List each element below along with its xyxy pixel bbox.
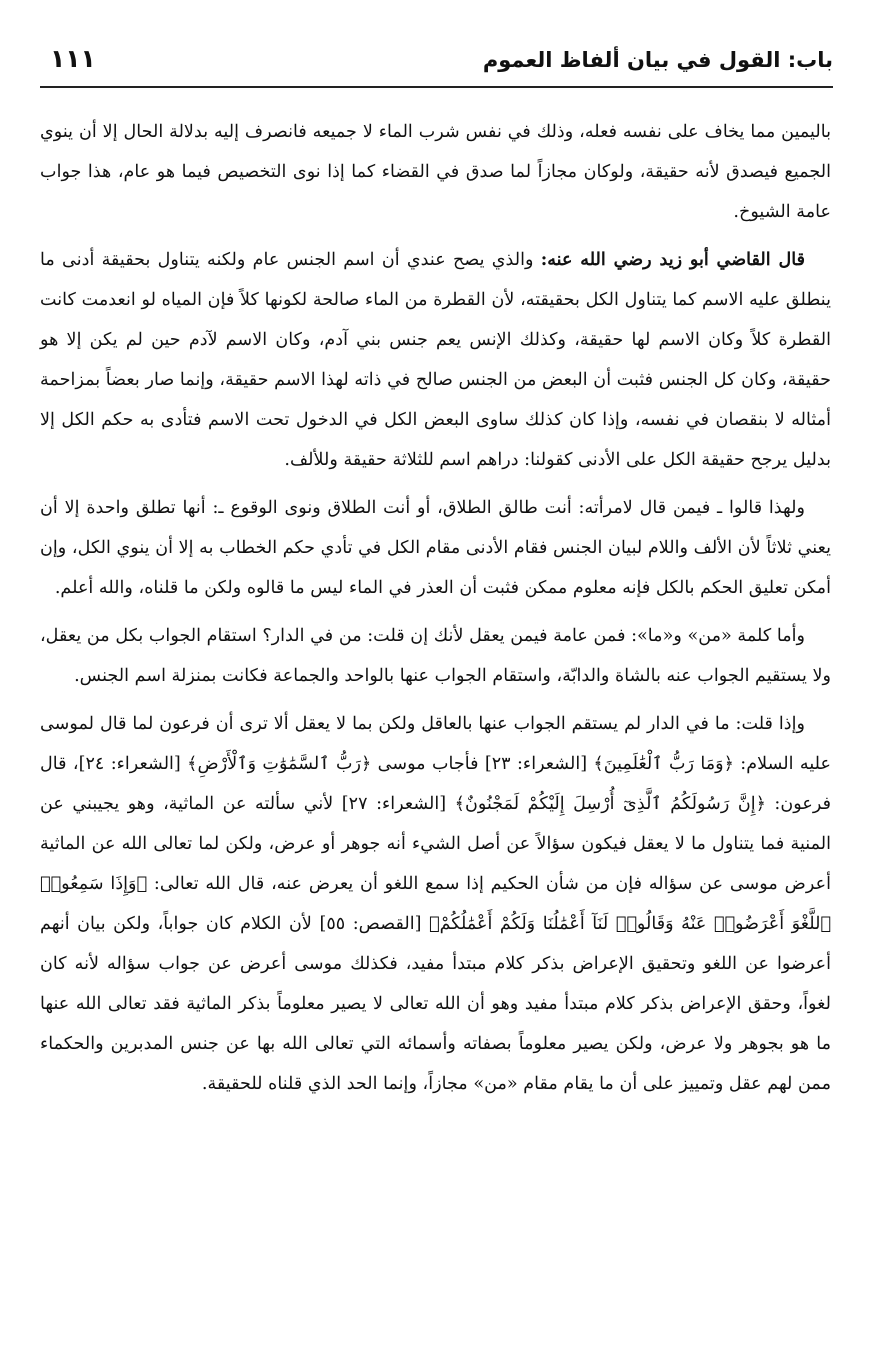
paragraph-text: باليمين مما يخاف على نفسه فعله، وذلك في نفس شرب الماء لا جميعه فانصرف إليه بدلالة الحال إلا أن ينوي الجميع فيصدق لأنه حقيقة، ولوكان مجازاً لما صدق في القضاء كما إذا نوى التخصيص فيما هو عام، هذا جواب عامة الشيوخ. [40, 122, 831, 222]
paragraph [40, 240, 831, 480]
page-number: ١١١ [50, 44, 96, 73]
paragraph [40, 704, 831, 1104]
paragraph-text: والذي يصح عندي أن اسم الجنس عام ولكنه يتناول بحقيقة أدنى ما ينطلق عليه الاسم كما يتناول الكل بحقيقته، لأن القطرة من الماء صالحة لكونها كلاً فإن المياه لو انعدمت كانت القطرة كلاً وكان الاسم لها حقيقة، وكذلك الإنس يعم جنس بني آدم، وكان الاسم لآدم حين لم يكن إلا هو حقيقة، وكان كل الجنس فثبت أن البعض من الجنس صالح في ذاته لهذا الاسم حقيقة، وإنما صار بعضاً بمزاحمة أمثاله لا بنقصان في نفسه، وإذا كان كذلك ساوى البعض الكل في الدخول تحت الاسم فتأدى به حكم الكل إلا بدليل يرجح حقيقة الكل على الأدنى كقولنا: دراهم اسم للثلاثة حقيقة وللألف. [40, 250, 831, 470]
page-header [40, 38, 833, 88]
header-divider [40, 86, 833, 88]
paragraph-text: وأما كلمة «من» و«ما»: فمن عامة فيمن يعقل لأنك إن قلت: من في الدار؟ استقام الجواب بكل من يعقل، ولا يستقيم الجواب عنه بالشاة والدابّة، واستقام الجواب عنها بالواحد والجماعة فكانت بمنزلة اسم الجنس. [40, 626, 831, 686]
paragraph-lead: قال القاضي أبو زيد رضي الله عنه: [540, 249, 805, 270]
page-body [40, 112, 831, 1112]
chapter-title: باب: القول في بيان ألفاظ العموم [482, 48, 833, 72]
paragraph-text: وإذا قلت: ما في الدار لم يستقم الجواب عنها بالعاقل ولكن بما لا يعقل ألا ترى أن فرعون لما قال لموسى عليه السلام: ﴿وَمَا رَبُّ ٱلْعَٰلَمِينَ﴾ [الشعراء: ٢٣] فأجاب موسى ﴿رَبُّ ٱلسَّمَٰوَٰتِ وَٱلْأَرْضِ﴾ [الشعراء: ٢٤]، قال فرعون: ﴿إِنَّ رَسُولَكُمُ ٱلَّذِىٓ أُرْسِلَ إِلَيْكُمْ لَمَجْنُونٌ﴾ [الشعراء: ٢٧] لأني سألته عن الماثية، وهو يجيبني عن المنية فما يتناول ما لا يعقل فيكون سؤالاً عن أصل الشيء أنه جوهر أو عرض، ولكن لما تعالى الله عن الماثية أعرض موسى عن سؤاله فإن من شأن الحكيم إذا سمع اللغو أن يعرض عنه، قال الله تعالى: ﴿وَإِذَا سَمِعُوا۟ ٱللَّغْوَ أَعْرَضُوا۟ عَنْهُ وَقَالُوا۟ لَنَآ أَعْمَٰلُنَا وَلَكُمْ أَعْمَٰلُكُمْ﴾ [القصص: ٥٥] لأن الكلام كان جواباً، ولكن بيان أنهم أعرضوا عن اللغو وتحقيق الإعراض بذكر كلام مبتدأ مفيد، فكذلك موسى أعرض عن جواب سؤاله لأنه كان لغواً، وحقق الإعراض بذكر كلام مبتدأ مفيد وهو أن الله تعالى لا يصير معلوماً بذكر الماثية فقد تعالى الله عنها ما هو بجوهر ولا عرض، ولكن يصير معلوماً بصفاته وأسمائه التي تعالى الله بها عن جنس المدبرين والحكماء ممن لهم عقل وتمييز على أن ما يقام مقام «من» مجازاً، وإنما الحد الذي قلناه للحقيقة. [40, 714, 831, 1094]
paragraph [40, 616, 831, 696]
paragraph [40, 112, 831, 232]
paragraph [40, 488, 831, 608]
paragraph-text: ولهذا قالوا ـ فيمن قال لامرأته: أنت طالق الطلاق، أو أنت الطلاق ونوى الوقوع ـ: أنها تطلق واحدة إلا أن يعني ثلاثاً لأن الألف واللام لبيان الجنس فقام الأدنى مقام الكل في تأدي حكم الخطاب به إلا أن ينوي الكل، وإن أمكن تعليق الحكم بالكل فإنه معلوم ممكن فثبت أن العذر في الماء ليس ما قالوه ولكن ما قلناه، والله أعلم. [40, 498, 831, 598]
